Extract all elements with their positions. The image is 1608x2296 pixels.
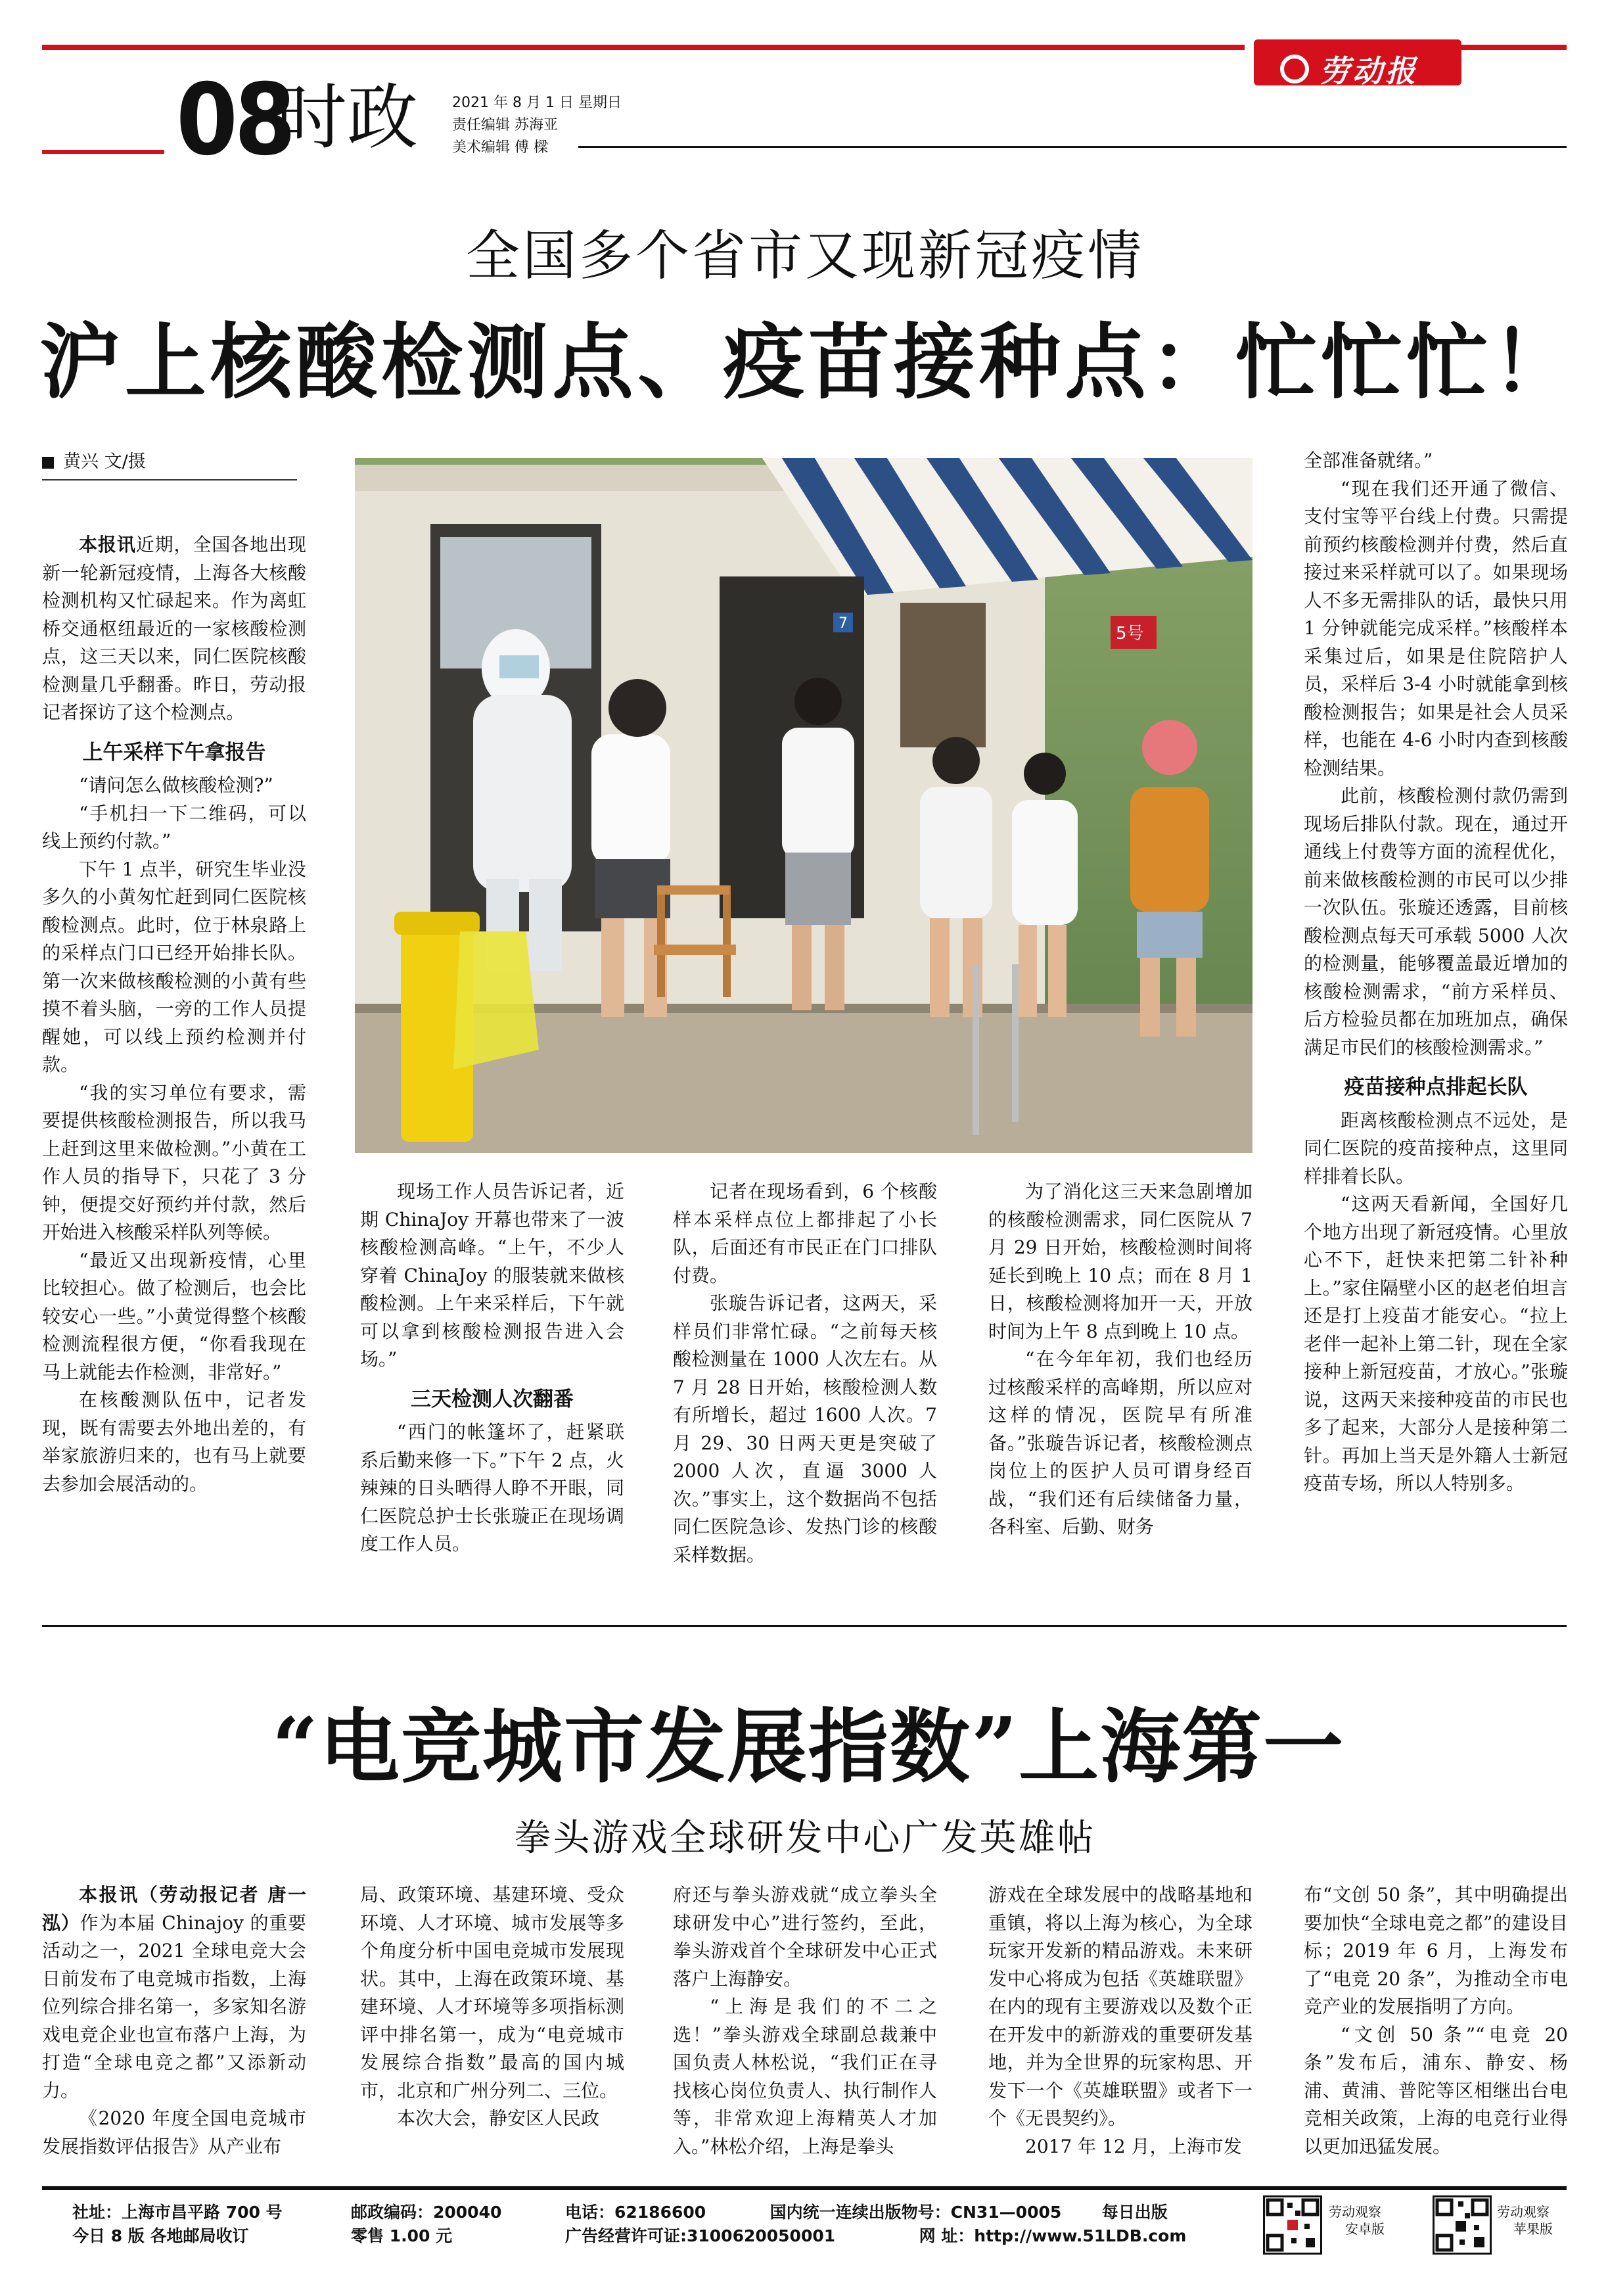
logo-mark-icon	[1280, 55, 1309, 83]
door-number: 7	[838, 615, 848, 632]
paragraph: 全部准备就绪。”	[1304, 450, 1433, 471]
subheading-tests-doubled: 三天检测人次翻番	[411, 1387, 574, 1411]
paragraph: “我的实习单位有要求，需要提供核酸检测报告，所以我马上赶到这里来做检测。”小黄在工作人员的指导下，只花了 3 分钟，便提交好预约并付款，然后开始进入核酸采样队列等候。	[42, 1081, 306, 1243]
article2-column-3	[673, 1881, 937, 2161]
paragraph: 府还与拳头游戏就“成立拳头全球研发中心”进行签约，至此，拳头游戏首个全球研发中心正式落户上海静安。	[673, 1884, 937, 1990]
article2-subhead: 拳头游戏全球研发中心广发英雄帖	[514, 1817, 1096, 1860]
footer-post-block	[351, 2201, 548, 2248]
paragraph: 在核酸测队伍中，记者发现，既有需要去外地出差的，有举家旅游归来的，也有马上就要去参加会展活动的。	[42, 1389, 306, 1495]
subheading-vaccine-queue: 疫苗接种点排起长队	[1344, 1075, 1528, 1099]
qr-pattern-icon	[1265, 2197, 1320, 2253]
top-rule	[42, 45, 1245, 50]
photo-illustration	[355, 458, 1252, 1153]
paragraph: “上海是我们的不二之选！”拳头游戏全球副总裁兼中国负责人林松说，“我们正在寻找核心岗位负责人、执行制作人等，非常欢迎上海精英人才加入。”林松介绍，上海是拳头	[673, 1996, 937, 2157]
article2-column-4	[988, 1881, 1252, 2161]
logo-text: 劳动报	[1320, 53, 1418, 89]
footer-ad-license: 广告经营许可证:3100620050001	[565, 2226, 836, 2245]
article2-headline: “电竞城市发展指数”上海第一	[271, 1699, 1345, 1794]
header-rule-left	[42, 150, 164, 154]
article2-column-5	[1304, 1881, 1568, 2161]
paragraph: “文创 50 条”“电竞 20 条”发布后，浦东、静安、杨浦、黄浦、普陀等区相继出台电竞相关政策，上海的电竞行业得以更加迅猛发展。	[1304, 2023, 1568, 2157]
paragraph: 《2020 年度全国电竞城市发展指数评估报告》从产业布	[42, 2107, 306, 2157]
article1-column-4	[988, 1178, 1252, 1541]
dateline: 本报讯	[79, 534, 136, 555]
paragraph: “这两天看新闻，全国好几个地方出现了新冠疫情。心里放心不下，赶快来把第二针补种上。”家住隔壁小区的赵老伯坦言还是打上疫苗才能安心。“拉上老伴一起补上第二针，现在全家接种上新冠疫苗，才放心。”张璇说，这两天来接种疫苗的市民也多了起来，大部分人是接种第二针。再加上当天是外籍人士新冠疫苗专场，所以人特别多。	[1304, 1193, 1568, 1494]
paragraph: “手机扫一下二维码，可以线上预约付款。”	[42, 802, 306, 852]
article2-column-2	[360, 1881, 624, 2133]
paragraph: 为了消化这三天来急剧增加的核酸检测需求，同仁医院从 7 月 29 日开始，核酸检测时间将延长到晚上 10 点；而在 8 月 1 日，核酸检测将加开一天，开放时间为上午 8 点到晚上 10 点。	[988, 1181, 1252, 1342]
issue-date: 2021 年 8 月 1 日 星期日	[452, 95, 622, 111]
paragraph: “现在我们还开通了微信、支付宝等平台线上付费。只需提前预约核酸检测并付费，然后直接过来采样就可以了。如果现场人不多无需排队的话，最快只用 1 分钟就能完成采样。”核酸样本采集过后，如果是住院陪护人员，采样后 3-4 小时就能拿到核酸检测报告；如果是社会人员采样，也能在 4-6 小时内查到核酸检测结果。	[1304, 477, 1568, 779]
qr-ios-label: 劳动观察 苹果版	[1497, 2204, 1553, 2237]
footer-daily: 每日出版	[1101, 2203, 1168, 2222]
qr-code-android[interactable]	[1263, 2195, 1322, 2255]
paragraph: 2017 年 12 月，上海市发	[1025, 2135, 1242, 2157]
footer-pages: 今日 8 版 各地邮局收订	[72, 2226, 249, 2245]
footer-phone: 电话：62186600	[565, 2203, 706, 2222]
article1-column-5	[1304, 447, 1568, 1498]
masthead-logo[interactable]	[1254, 39, 1461, 89]
article1-column-2	[360, 1178, 624, 1558]
paragraph: 张璇告诉记者，这两天，采样员们非常忙碌。“之前每天核酸检测量在 1000 人次左右。从 7 月 28 日开始，核酸检测人数有所增长，超过 1600 人次。7 月 29、30 日两天更是突破了 2000 人次，直逼 3000 人次。”事实上，这个数据尚不包括同仁医院急诊、发热门诊的核酸采样数据。	[673, 1292, 937, 1566]
paragraph: 距离核酸检测点不远处，是同仁医院的疫苗接种点，这里同样排着长队。	[1304, 1109, 1568, 1187]
paragraph: 布“文创 50 条”，其中明确提出要加快“全球电竞之都”的建设目标；2019 年 6 月，上海发布了“电竞 20 条”，为推动全市电竞产业的发展指明了方向。	[1304, 1884, 1568, 2017]
paragraph: 游戏在全球发展中的战略基地和重镇，将以上海为核心，为全球玩家开发新的精品游戏。未来研发中心将成为包括《英雄联盟》在内的现有主要游戏以及数个正在开发中的新游戏的重要研发基地，并为全世界的玩家构思、开发下一个《英雄联盟》或者下一个《无畏契约》。	[988, 1884, 1252, 2129]
qr-code-ios[interactable]	[1433, 2195, 1492, 2255]
qr-android-label: 劳动观察 安卓版	[1329, 2204, 1385, 2237]
paragraph: 此前，核酸检测付款仍需到现场后排队付款。现在，通过开通线上付费等方面的流程优化，前来做核酸检测的市民可以少排一次队伍。张璇还透露，目前核酸检测点每天可承载 5000 人次的检测量，能够覆盖最近增加的核酸检测需求，“前方采样员、后方检验员都在加班加点，确保满足市民们的核酸检测需求。”	[1304, 785, 1568, 1058]
article1-column-1	[42, 531, 306, 1498]
header-meta	[452, 92, 689, 159]
subheading-morning-sample: 上午采样下午拿报告	[82, 740, 266, 764]
article1-byline: 黄兴 文/摄	[42, 447, 297, 480]
qr-pattern-icon	[1435, 2197, 1490, 2253]
article2-lead-paragraph: 本报讯（劳动报记者 唐一泓）作为本届 Chinajoy 的重要活动之一，2021 全球电竞大会日前发布了电竞城市指数，上海位列综合排名第一，多家知名游戏电竞企业也宣布落户上海，为打造“全球电竞之都”又添新动力。	[42, 1884, 306, 2101]
footer-price: 零售 1.00 元	[351, 2226, 453, 2245]
paragraph: 记者在现场看到，6 个核酸样本采样点位上都排起了小长队，后面还有市民正在门口排队付费。	[673, 1181, 937, 1286]
paragraph: “在今年年初，我们也经历过核酸采样的高峰期，所以应对这样的情况，医院早有所准备。”张璇告诉记者，核酸检测点岗位上的医护人员可谓身经百战，“我们还有后续储备力量，各科室、后勤、财务	[988, 1348, 1252, 1537]
article1-headline: 沪上核酸检测点、疫苗接种点：忙忙忙！	[39, 315, 1578, 410]
page-number: 08	[176, 63, 293, 177]
article1-subhead: 全国多个省市又现新冠疫情	[465, 225, 1144, 287]
paragraph: “西门的帐篷坏了，赶紧联系后勤来修一下。”下午 2 点，火辣辣的日头晒得人睁不开眼，同仁医院总护士长张璇正在现场调度工作人员。	[360, 1421, 624, 1555]
testing-site-photo	[355, 458, 1252, 1153]
header-rule-right	[578, 146, 1567, 148]
article2-column-1	[42, 1881, 306, 2161]
footer-address-block	[72, 2201, 375, 2248]
responsible-editor: 责任编辑 苏海亚	[452, 117, 558, 133]
footer-contact-block	[565, 2201, 1249, 2248]
paragraph: 局、政策环境、基建环境、受众环境、人才环境、城市发展等多个角度分析中国电竞城市发展现状。其中，上海在政策环境、基建环境、人才环境等多项指标测评中排名第一，成为“电竞城市发展综合指数”最高的国内城市，北京和广州分列二、三位。	[360, 1884, 624, 2101]
byline-square-icon	[42, 457, 54, 469]
paragraph: 本次大会，静安区人民政	[397, 2107, 600, 2129]
booth-sign: 5号	[1116, 624, 1144, 644]
paragraph: 现场工作人员告诉记者，近期 ChinaJoy 开幕也带来了一波核酸检测高峰。“上午，不少人穿着 ChinaJoy 的服装就来做核酸检测。上午来采样后，下午就可以拿到核酸检测报告进入会场。”	[360, 1181, 624, 1370]
footer-cn-number: 国内统一连续出版物号：CN31—0005	[770, 2203, 1062, 2222]
article1-column-3	[673, 1178, 937, 1569]
paragraph: “请问怎么做核酸检测?”	[79, 774, 273, 796]
article-separator	[42, 1625, 1567, 1627]
section-name: 时政	[276, 77, 419, 159]
art-editor: 美术编辑 傅 樑	[452, 139, 548, 156]
footer-postcode: 邮政编码：200040	[351, 2203, 502, 2222]
footer-website[interactable]: 网 址：http://www.51LDB.com	[919, 2226, 1187, 2245]
article1-lead-paragraph: 本报讯近期，全国各地出现新一轮新冠疫情，上海各大核酸检测机构又忙碌起来。作为离虹桥交通枢纽最近的一家核酸检测点，这三天以来，同仁医院核酸检测量几乎翻番。昨日，劳动报记者探访了这个检测点。	[42, 534, 306, 723]
paragraph: “最近又出现新疫情，心里比较担心。做了检测后，也会比较安心一些。”小黄觉得整个核酸检测流程很方便，“你看我现在马上就能去作检测，非常好。”	[42, 1249, 306, 1383]
footer-rule	[42, 2186, 1567, 2190]
top-rule-right	[1461, 45, 1567, 50]
dateline: 本报讯（劳动报记者 唐一泓）	[42, 1884, 306, 1934]
footer-address: 社址：上海市昌平路 700 号	[72, 2203, 283, 2222]
paragraph: 下午 1 点半，研究生毕业没多久的小黄匆忙赶到同仁医院核酸检测点。此时，位于林泉路上的采样点门口已经开始排长队。第一次来做核酸检测的小黄有些摸不着头脑，一旁的工作人员提醒她，可以线上预约检测并付款。	[42, 858, 306, 1075]
